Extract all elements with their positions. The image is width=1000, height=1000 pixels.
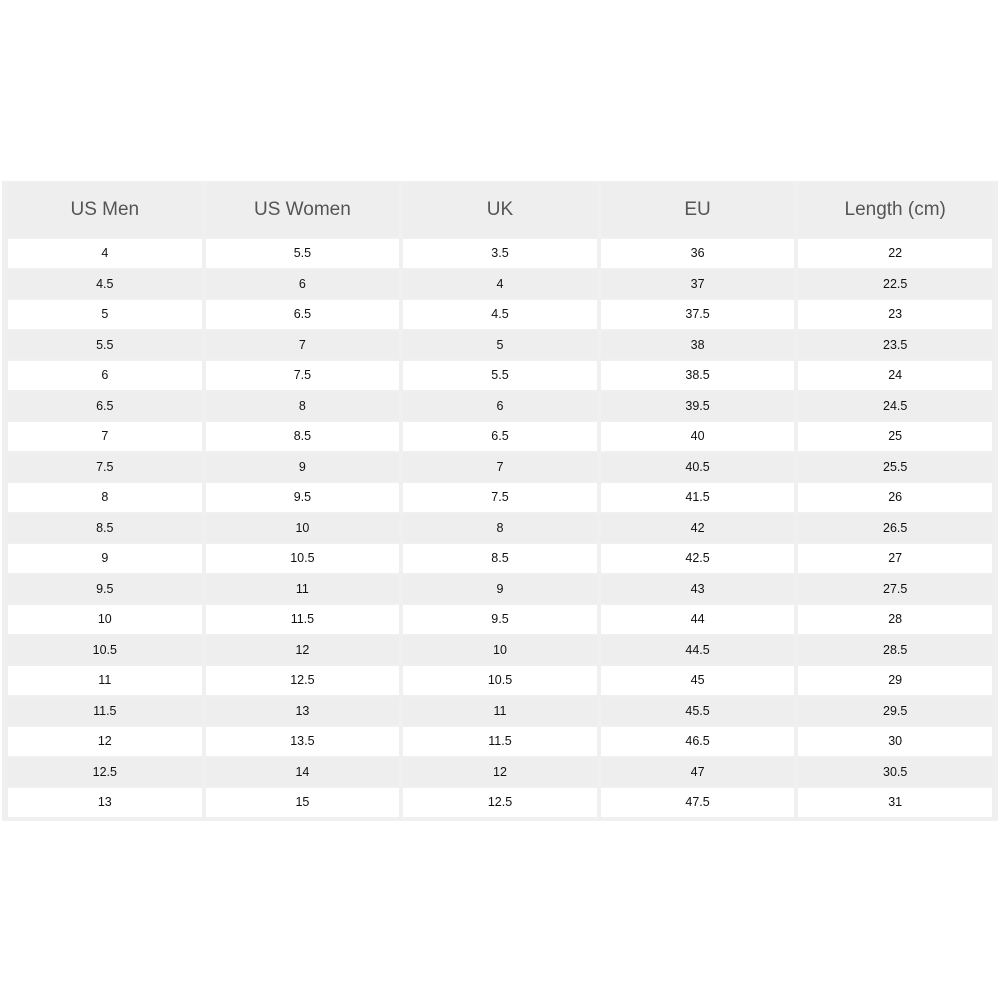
table-row bbox=[8, 697, 992, 726]
cell-uk: 12 bbox=[403, 758, 597, 787]
table-row bbox=[8, 788, 992, 817]
table-row bbox=[8, 422, 992, 451]
cell-eu: 42.5 bbox=[601, 544, 795, 573]
cell-us-women: 11 bbox=[206, 575, 400, 604]
cell-eu: 38 bbox=[601, 331, 795, 360]
table-row bbox=[8, 758, 992, 787]
cell-us-men: 5.5 bbox=[8, 331, 202, 360]
table-body bbox=[8, 239, 992, 817]
cell-length-cm: 22 bbox=[798, 239, 992, 268]
cell-us-women: 6 bbox=[206, 270, 400, 299]
cell-length-cm: 27 bbox=[798, 544, 992, 573]
cell-uk: 10.5 bbox=[403, 666, 597, 695]
cell-eu: 37.5 bbox=[601, 300, 795, 329]
cell-us-women: 7 bbox=[206, 331, 400, 360]
cell-uk: 3.5 bbox=[403, 239, 597, 268]
cell-us-men: 7.5 bbox=[8, 453, 202, 482]
cell-length-cm: 29.5 bbox=[798, 697, 992, 726]
header-us-women: US Women bbox=[206, 183, 400, 237]
table-row bbox=[8, 575, 992, 604]
cell-eu: 47 bbox=[601, 758, 795, 787]
cell-length-cm: 25.5 bbox=[798, 453, 992, 482]
cell-uk: 4.5 bbox=[403, 300, 597, 329]
cell-us-men: 12.5 bbox=[8, 758, 202, 787]
cell-us-men: 10 bbox=[8, 605, 202, 634]
cell-us-men: 7 bbox=[8, 422, 202, 451]
cell-uk: 10 bbox=[403, 636, 597, 665]
cell-us-women: 7.5 bbox=[206, 361, 400, 390]
table-header bbox=[8, 183, 992, 237]
cell-us-women: 8 bbox=[206, 392, 400, 421]
cell-uk: 9.5 bbox=[403, 605, 597, 634]
cell-eu: 38.5 bbox=[601, 361, 795, 390]
header-row bbox=[8, 183, 992, 237]
cell-eu: 45.5 bbox=[601, 697, 795, 726]
cell-us-women: 6.5 bbox=[206, 300, 400, 329]
cell-us-men: 6.5 bbox=[8, 392, 202, 421]
cell-us-women: 9 bbox=[206, 453, 400, 482]
cell-us-women: 9.5 bbox=[206, 483, 400, 512]
cell-uk: 4 bbox=[403, 270, 597, 299]
cell-us-women: 8.5 bbox=[206, 422, 400, 451]
table-row bbox=[8, 514, 992, 543]
cell-length-cm: 22.5 bbox=[798, 270, 992, 299]
cell-uk: 5.5 bbox=[403, 361, 597, 390]
cell-eu: 41.5 bbox=[601, 483, 795, 512]
cell-length-cm: 31 bbox=[798, 788, 992, 817]
cell-length-cm: 25 bbox=[798, 422, 992, 451]
cell-eu: 40 bbox=[601, 422, 795, 451]
cell-length-cm: 23 bbox=[798, 300, 992, 329]
cell-eu: 47.5 bbox=[601, 788, 795, 817]
cell-us-women: 12.5 bbox=[206, 666, 400, 695]
cell-us-men: 6 bbox=[8, 361, 202, 390]
cell-length-cm: 24.5 bbox=[798, 392, 992, 421]
cell-uk: 6.5 bbox=[403, 422, 597, 451]
cell-us-women: 15 bbox=[206, 788, 400, 817]
header-uk: UK bbox=[403, 183, 597, 237]
cell-eu: 42 bbox=[601, 514, 795, 543]
header-length-cm: Length (cm) bbox=[798, 183, 992, 237]
cell-us-men: 4 bbox=[8, 239, 202, 268]
cell-us-men: 10.5 bbox=[8, 636, 202, 665]
cell-uk: 7.5 bbox=[403, 483, 597, 512]
cell-us-men: 11.5 bbox=[8, 697, 202, 726]
cell-us-women: 13.5 bbox=[206, 727, 400, 756]
cell-length-cm: 26.5 bbox=[798, 514, 992, 543]
table-row bbox=[8, 544, 992, 573]
cell-length-cm: 26 bbox=[798, 483, 992, 512]
cell-uk: 9 bbox=[403, 575, 597, 604]
cell-eu: 44.5 bbox=[601, 636, 795, 665]
cell-us-men: 13 bbox=[8, 788, 202, 817]
cell-us-men: 8 bbox=[8, 483, 202, 512]
cell-uk: 12.5 bbox=[403, 788, 597, 817]
cell-us-women: 11.5 bbox=[206, 605, 400, 634]
cell-uk: 6 bbox=[403, 392, 597, 421]
table-row bbox=[8, 239, 992, 268]
cell-us-men: 11 bbox=[8, 666, 202, 695]
table-row bbox=[8, 331, 992, 360]
cell-us-men: 9 bbox=[8, 544, 202, 573]
cell-eu: 39.5 bbox=[601, 392, 795, 421]
table-row bbox=[8, 361, 992, 390]
cell-us-men: 8.5 bbox=[8, 514, 202, 543]
cell-length-cm: 28 bbox=[798, 605, 992, 634]
cell-length-cm: 29 bbox=[798, 666, 992, 695]
cell-uk: 8 bbox=[403, 514, 597, 543]
cell-eu: 36 bbox=[601, 239, 795, 268]
cell-uk: 11 bbox=[403, 697, 597, 726]
header-eu: EU bbox=[601, 183, 795, 237]
cell-eu: 43 bbox=[601, 575, 795, 604]
cell-us-women: 13 bbox=[206, 697, 400, 726]
cell-eu: 37 bbox=[601, 270, 795, 299]
cell-length-cm: 23.5 bbox=[798, 331, 992, 360]
cell-uk: 5 bbox=[403, 331, 597, 360]
cell-eu: 44 bbox=[601, 605, 795, 634]
table-row bbox=[8, 270, 992, 299]
cell-length-cm: 30.5 bbox=[798, 758, 992, 787]
cell-uk: 8.5 bbox=[403, 544, 597, 573]
cell-length-cm: 30 bbox=[798, 727, 992, 756]
table-row bbox=[8, 727, 992, 756]
cell-us-women: 10.5 bbox=[206, 544, 400, 573]
cell-eu: 40.5 bbox=[601, 453, 795, 482]
table-row bbox=[8, 666, 992, 695]
table-row bbox=[8, 453, 992, 482]
header-us-men: US Men bbox=[8, 183, 202, 237]
cell-length-cm: 27.5 bbox=[798, 575, 992, 604]
cell-us-women: 12 bbox=[206, 636, 400, 665]
cell-us-men: 4.5 bbox=[8, 270, 202, 299]
cell-us-women: 10 bbox=[206, 514, 400, 543]
cell-us-women: 14 bbox=[206, 758, 400, 787]
cell-uk: 7 bbox=[403, 453, 597, 482]
table-row bbox=[8, 483, 992, 512]
size-conversion-table bbox=[2, 181, 998, 821]
cell-length-cm: 24 bbox=[798, 361, 992, 390]
table-row bbox=[8, 300, 992, 329]
table-row bbox=[8, 605, 992, 634]
cell-uk: 11.5 bbox=[403, 727, 597, 756]
cell-us-women: 5.5 bbox=[206, 239, 400, 268]
cell-eu: 46.5 bbox=[601, 727, 795, 756]
cell-us-men: 12 bbox=[8, 727, 202, 756]
cell-us-men: 9.5 bbox=[8, 575, 202, 604]
cell-length-cm: 28.5 bbox=[798, 636, 992, 665]
table-row bbox=[8, 392, 992, 421]
cell-us-men: 5 bbox=[8, 300, 202, 329]
table-row bbox=[8, 636, 992, 665]
cell-eu: 45 bbox=[601, 666, 795, 695]
